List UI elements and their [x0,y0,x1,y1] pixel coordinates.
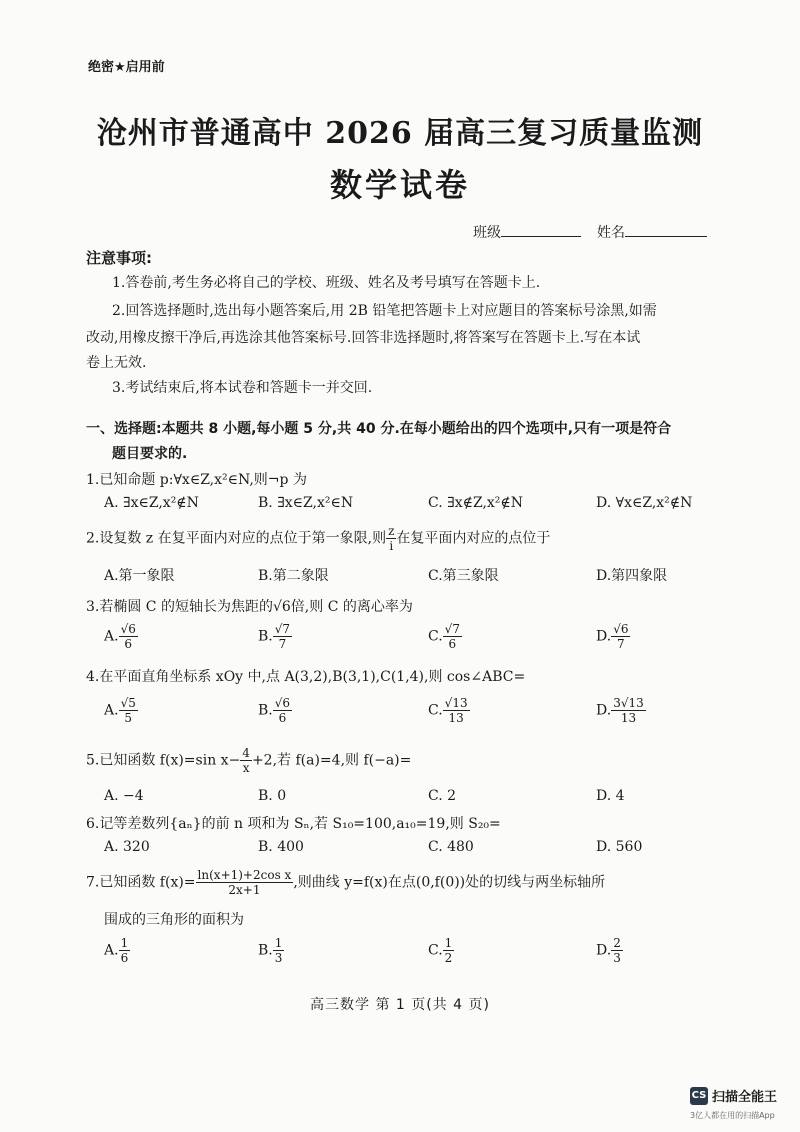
option-fraction [611,696,646,725]
frac-num: √7 [444,622,460,636]
option-label: C. [428,942,443,959]
frac-den: 7 [278,637,287,651]
question-5-option-a: A. −4 [104,788,144,804]
frac-num: √5 [120,696,136,710]
option-label: A. [104,702,119,719]
frac-num: √7 [274,622,291,636]
question-7-stem-post: ,则曲线 y=f(x)在点(0,f(0))处的切线与两坐标轴所 [293,874,606,891]
question-1-option-c: C. ∃x∉Z,x²∉N [428,495,524,511]
question-5-option-d: D. 4 [596,788,625,804]
option-label: B. [258,628,273,645]
section1-heading: 一、选择题:本题共 8 小题,每小题 5 分,共 40 分.在每小题给出的四个选项中,只有一项是符合 [86,421,672,437]
question-7-option-c [428,936,454,965]
section1-heading-cont: 题目要求的. [112,446,188,462]
question-3-option-d [596,622,630,651]
question-5-frac-num: 4 [242,746,250,760]
option-label: D. [596,628,612,645]
frac-den: 6 [120,951,129,965]
question-6-option-a: A. 320 [104,839,150,855]
question-2-frac-den: i [389,539,394,553]
question-7-option-a [104,936,130,965]
frac-den: 6 [448,637,457,651]
question-7-stem [86,868,605,897]
frac-den: 3 [613,951,621,965]
question-7-fraction [196,868,294,897]
option-fraction [443,696,470,725]
question-2-option-a: A.第一象限 [104,568,175,584]
class-field [473,222,581,242]
question-6-stem: 6.记等差数列{aₙ}的前 n 项和为 Sₙ,若 S₁₀=100,a₁₀=19,则 S₂₀= [86,816,501,832]
question-7-frac-den: 2x+1 [228,883,261,897]
frac-num: 2 [613,936,621,950]
question-4-option-d [596,696,646,725]
question-7-stem-pre: 7.已知函数 f(x)= [86,874,196,891]
frac-num: √13 [444,696,468,710]
note-1: 1.答卷前,考生务必将自己的学校、班级、姓名及考号填写在答题卡上. [112,275,541,291]
question-5-option-b: B. 0 [258,788,287,804]
class-blank [501,224,581,237]
option-label: C. [428,702,443,719]
frac-den: 13 [620,711,637,725]
option-fraction [273,936,285,965]
question-1-option-a: A. ∃x∈Z,x²∉N [104,495,199,511]
note-3: 3.考试结束后,将本试卷和答题卡一并交回. [112,380,373,396]
question-2-option-c: C.第三象限 [428,568,499,584]
question-5-fraction [240,746,252,775]
question-5-stem [86,746,411,775]
question-2-stem-pre: 2.设复数 z 在复平面内对应的点位于第一象限,则 [86,530,387,547]
option-fraction [443,936,455,965]
question-1-option-b: B. ∃x∈Z,x²∈N [258,495,354,511]
question-2-option-b: B.第二象限 [258,568,329,584]
question-2-option-d: D.第四象限 [596,568,668,584]
question-2-fraction [386,524,396,553]
question-7-option-d [596,936,623,965]
question-7-option-b [258,936,284,965]
option-fraction [611,622,630,651]
frac-num: √6 [274,696,291,710]
exam-title: 沧州市普通高中 2026 届高三复习质量监测 [96,116,704,151]
frac-den: 13 [448,711,464,725]
question-5-stem-pre: 5.已知函数 f(x)=sin x− [86,752,241,769]
question-5-frac-den: x [242,761,250,775]
frac-num: 1 [274,936,283,950]
question-3-option-c [428,622,462,651]
exam-subject: 数学试卷 [329,166,470,204]
question-1-option-d: D. ∀x∈Z,x²∉N [596,495,693,511]
frac-num: 3√13 [613,696,644,710]
name-field [597,222,707,242]
frac-den: 2 [444,951,453,965]
question-4-option-a [104,696,138,725]
question-5-option-c: C. 2 [428,788,457,804]
question-4-option-b [258,696,292,725]
frac-den: 6 [278,711,287,725]
question-3-stem: 3.若椭圆 C 的短轴长为焦距的√6倍,则 C 的离心率为 [86,599,413,615]
question-3-option-a [104,622,138,651]
option-fraction [273,622,292,651]
question-2-stem [86,524,550,553]
name-blank [625,224,707,237]
scanner-app-name: 扫描全能王 [712,1090,778,1105]
question-6-option-c: C. 480 [428,839,474,855]
option-fraction [119,936,131,965]
frac-num: 1 [120,936,129,950]
question-7-stem-line2: 围成的三角形的面积为 [104,912,244,928]
question-3-option-b [258,622,292,651]
question-6-option-b: B. 400 [258,839,304,855]
option-fraction [611,936,623,965]
scanner-logo-icon: CS [690,1087,708,1105]
frac-num: √6 [613,622,629,636]
frac-den: 7 [617,637,625,651]
question-2-stem-post: 在复平面内对应的点位于 [396,530,551,547]
option-fraction [119,622,138,651]
question-4-option-c [428,696,470,725]
question-4-stem: 4.在平面直角坐标系 xOy 中,点 A(3,2),B(3,1),C(1,4),则 cos∠ABC= [86,669,526,685]
scanner-tagline: 3亿人都在用的扫描App [690,1111,775,1120]
frac-den: 3 [274,951,283,965]
option-label: C. [428,628,443,645]
frac-den: 6 [124,637,133,651]
frac-num: √6 [120,622,136,636]
class-label: 班级 [473,225,501,241]
note-2-line1: 2.回答选择题时,选出每小题答案后,用 2B 铅笔把答题卡上对应题目的答案标号涂黑,如需 [112,303,657,319]
question-1-stem: 1.已知命题 p:∀x∈Z,x²∈N,则¬p 为 [86,472,307,488]
note-2-line2: 改动,用橡皮擦干净后,再选涂其他答案标号.回答非选择题时,将答案写在答题卡上.写在本试 [86,330,641,346]
option-label: A. [104,942,119,959]
scanner-watermark [690,1085,777,1105]
question-2-frac-num: z [388,524,395,538]
option-label: B. [258,702,273,719]
name-label: 姓名 [597,225,625,241]
frac-num: 1 [444,936,453,950]
question-7-frac-num: ln(x+1)+2cos x [197,868,292,882]
frac-den: 5 [124,711,133,725]
option-fraction [273,696,292,725]
option-fraction [119,696,138,725]
question-5-stem-post: +2,若 f(a)=4,则 f(−a)= [251,752,412,769]
page-footer: 高三数学 第 1 页(共 4 页) [310,997,490,1013]
question-6-option-d: D. 560 [596,839,643,855]
notes-heading: 注意事项: [86,249,152,267]
option-label: D. [596,942,612,959]
option-label: B. [258,942,273,959]
option-label: A. [104,628,119,645]
note-2-line3: 卷上无效. [86,355,147,371]
option-label: D. [596,702,612,719]
option-fraction [443,622,462,651]
secret-mark: 绝密★启用前 [88,60,165,75]
